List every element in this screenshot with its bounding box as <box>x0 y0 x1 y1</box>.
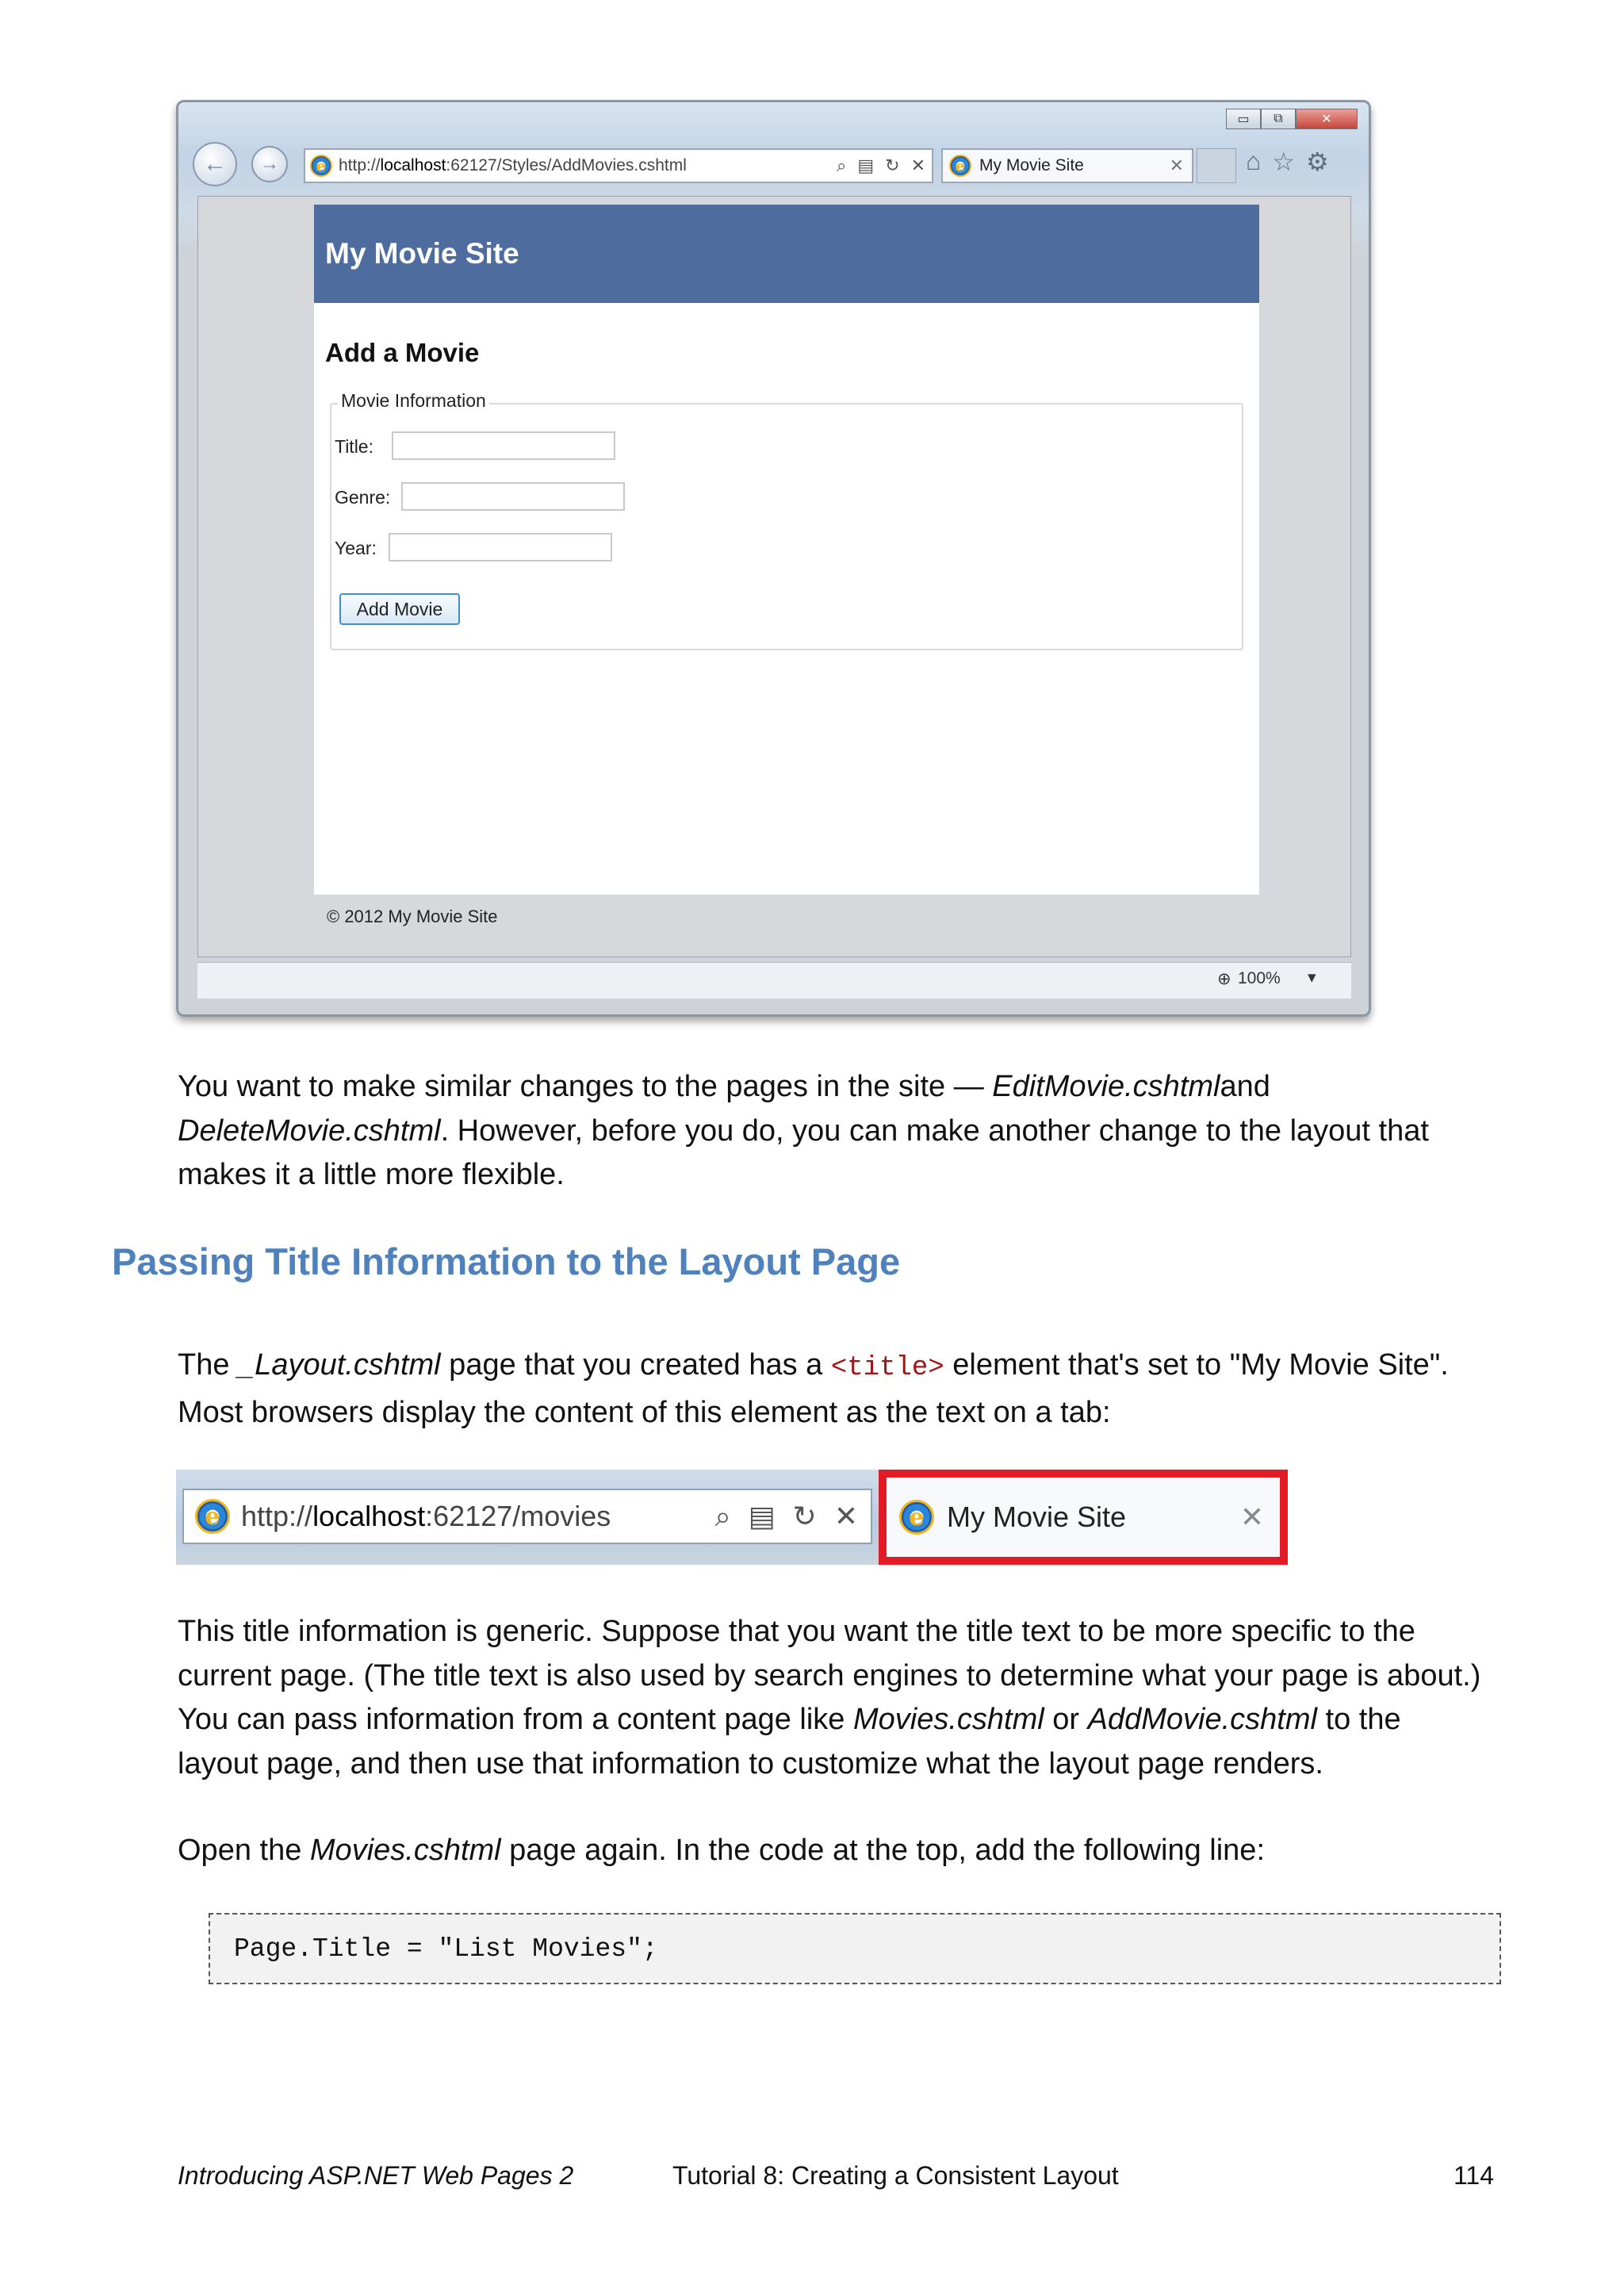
title-element-code: <title> <box>830 1353 944 1383</box>
address-bar[interactable] <box>182 1489 872 1544</box>
title-label: Title: <box>335 436 373 457</box>
tab-title: My Movie Site <box>979 156 1084 174</box>
year-label: Year: <box>335 538 377 558</box>
stop-icon[interactable]: ✕ <box>833 1499 858 1532</box>
paragraph-open-movies: Open the Movies.cshtml page again. In the code at the top, add the following line: <box>178 1834 1266 1867</box>
zoom-icon[interactable]: ⊕ <box>1217 970 1231 988</box>
search-icon[interactable]: ⌕ <box>714 1499 731 1532</box>
gear-icon[interactable]: ⚙ <box>1306 148 1329 176</box>
fieldset-legend: Movie Information <box>338 390 489 412</box>
tab-title: My Movie Site <box>947 1501 1127 1533</box>
refresh-icon[interactable]: ↻ <box>792 1499 817 1532</box>
paragraph-title-generic: This title information is generic. Suppose that you want the title text to be more specific to the current page. (The title text is also used by search engines to determine what your page is about.) You can pass information from a content page like Movies.cshtml or AddMovie.cshtml to the layout page, and then use that information to customize what the layout page renders. <box>178 1615 1481 1780</box>
status-bar <box>197 962 1351 999</box>
refresh-icon[interactable]: ↻ <box>885 155 900 175</box>
filename-editmovie: EditMovie.cshtml <box>992 1070 1220 1103</box>
tab-close-icon[interactable]: ✕ <box>1239 1501 1264 1533</box>
browser-tab-strip-screenshot <box>176 1470 1288 1565</box>
minimize-button[interactable]: ▭ <box>1226 109 1261 129</box>
site-page <box>314 205 1259 895</box>
year-input[interactable] <box>389 533 612 562</box>
movie-info-fieldset <box>330 390 1243 650</box>
code-block: Page.Title = "List Movies"; <box>209 1913 1501 1984</box>
paragraph-similar-changes: You want to make similar changes to the pages in the site — EditMovie.cshtmland DeleteMovie.cshtml. However, before you do, you can make another change to the layout that makes it a little more flexible. <box>178 1070 1429 1191</box>
footer-book-title: Introducing ASP.NET Web Pages 2 <box>178 2161 574 2190</box>
filename-deletemovie: DeleteMovie.cshtml <box>178 1114 441 1148</box>
title-input[interactable] <box>392 431 615 460</box>
address-tools <box>837 155 925 176</box>
favorites-star-icon[interactable]: ☆ <box>1272 148 1296 176</box>
restore-button[interactable]: ⧉ <box>1261 109 1296 129</box>
genre-input[interactable] <box>401 482 625 511</box>
filename-movies: Movies.cshtml <box>853 1703 1044 1736</box>
page-heading: Add a Movie <box>325 338 480 367</box>
address-tools <box>714 1500 858 1534</box>
add-movie-button[interactable]: Add Movie <box>339 593 460 625</box>
address-url: http://localhost:62127/movies <box>241 1500 611 1532</box>
ie-tab-icon: e <box>899 1500 934 1535</box>
browser-toolbar-icons <box>1246 147 1329 177</box>
browser-screenshot-add-movie <box>176 100 1371 1017</box>
tab-close-icon[interactable]: ✕ <box>1169 155 1184 175</box>
forward-arrow-icon[interactable]: → <box>251 146 288 182</box>
site-footer: © 2012 My Movie Site <box>327 907 498 926</box>
ie-page-icon: e <box>310 155 332 177</box>
zoom-level[interactable]: 100% <box>1238 969 1281 987</box>
back-arrow-icon[interactable]: ← <box>193 142 237 186</box>
genre-label: Genre: <box>335 487 391 508</box>
filename-movies-2: Movies.cshtml <box>309 1834 501 1867</box>
search-icon[interactable]: ⌕ <box>837 155 847 175</box>
home-icon[interactable]: ⌂ <box>1246 147 1262 175</box>
paragraph-layout-title: The _Layout.cshtml page that you created has a <title> element that's set to "My Movie Site". Most browsers display the content of this element as the text on a tab: <box>178 1348 1449 1429</box>
address-url: http://localhost:62127/Styles/AddMovies.cshtml <box>339 156 687 174</box>
close-button[interactable]: ✕ <box>1296 109 1358 129</box>
footer-chapter: Tutorial 8: Creating a Consistent Layout <box>672 2161 1119 2190</box>
highlighted-browser-tab[interactable] <box>879 1470 1288 1565</box>
site-header: My Movie Site <box>314 205 1259 303</box>
new-tab-button[interactable] <box>1197 148 1236 183</box>
stop-icon[interactable]: ✕ <box>910 155 925 175</box>
footer-page-number: 114 <box>1454 2161 1495 2190</box>
compat-view-icon[interactable]: ▤ <box>748 1499 776 1532</box>
ie-tab-icon: e <box>949 155 971 177</box>
browser-viewport <box>197 196 1351 957</box>
ie-page-icon: e <box>195 1499 230 1534</box>
filename-layout: _Layout.cshtml <box>238 1348 441 1382</box>
compat-view-icon[interactable]: ▤ <box>857 155 875 175</box>
zoom-dropdown-icon[interactable]: ▾ <box>1308 968 1316 987</box>
browser-tab[interactable] <box>941 148 1193 183</box>
window-controls <box>1226 109 1358 131</box>
section-heading: Passing Title Information to the Layout Page <box>112 1240 901 1282</box>
address-bar[interactable] <box>304 148 933 183</box>
filename-addmovie: AddMovie.cshtml <box>1087 1703 1317 1736</box>
